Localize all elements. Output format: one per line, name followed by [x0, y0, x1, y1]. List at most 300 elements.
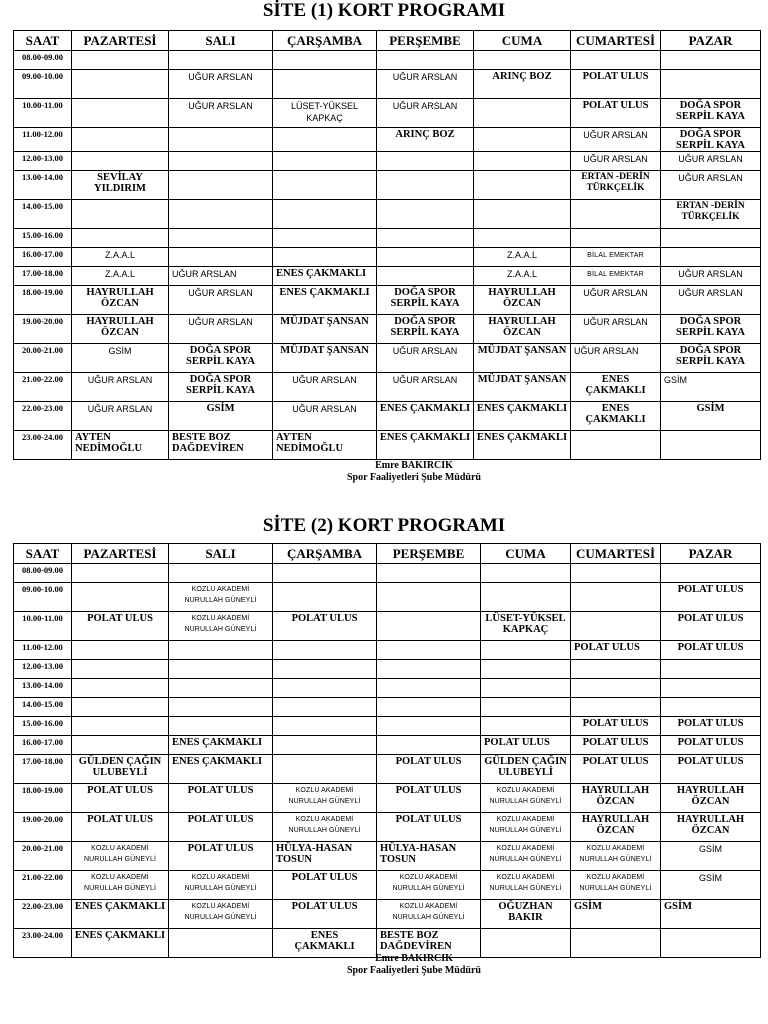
schedule-cell: [72, 813, 169, 842]
schedule-cell: [481, 813, 571, 842]
column-header: SAAT: [14, 31, 72, 51]
schedule-cell: [661, 200, 761, 229]
table-row: [14, 99, 761, 128]
booking-name: POLAT ULUS: [677, 613, 744, 624]
table-row: [14, 229, 761, 248]
schedule-cell: [169, 402, 273, 431]
booking-name: POLAT ULUS: [582, 718, 649, 729]
schedule-cell: [377, 431, 474, 460]
booking-name: POLAT ULUS: [677, 642, 744, 653]
schedule-cell: [169, 736, 273, 755]
table-row: [14, 373, 761, 402]
schedule-cell: [571, 717, 661, 736]
schedule-cell: [169, 641, 273, 660]
booking-name: NURULLAH GÜNEYLİ: [489, 827, 562, 834]
schedule-cell: [169, 717, 273, 736]
booking-name: MÜJDAT ŞANSAN: [477, 345, 567, 356]
schedule-cell: [377, 315, 474, 344]
schedule-cell: [72, 736, 169, 755]
booking-name: SERPİL KAYA: [186, 385, 255, 396]
booking-name: KOZLU AKADEMİ: [586, 874, 645, 881]
schedule-cell: [474, 248, 571, 267]
booking-name: ENES ÇAKMAKLI: [172, 737, 263, 748]
booking-name: KOZLU AKADEMİ: [295, 787, 354, 794]
booking-name: GÜLDEN ÇAĞIN: [78, 756, 162, 767]
schedule-cell: [377, 402, 474, 431]
schedule-cell: [273, 755, 377, 784]
schedule-cell: [481, 755, 571, 784]
schedule-cell: [571, 128, 661, 152]
booking-name: UĞUR ARSLAN: [583, 154, 648, 164]
booking-name: POLAT ULUS: [291, 613, 358, 624]
booking-name: ENES ÇAKMAKLI: [74, 901, 166, 912]
booking-name: GSİM: [108, 346, 132, 356]
schedule-cell: [72, 660, 169, 679]
booking-name: SERPİL KAYA: [676, 327, 745, 338]
schedule-cell: [661, 152, 761, 171]
time-slot-cell: 10.00-11.00: [14, 99, 72, 128]
table-row: [14, 152, 761, 171]
booking-name: POLAT ULUS: [582, 71, 649, 82]
schedule-cell: [169, 171, 273, 200]
schedule-cell: [474, 315, 571, 344]
booking-name: YILDIRIM: [94, 183, 146, 194]
booking-name: GSİM: [664, 901, 693, 912]
time-slot-cell: 09.00-10.00: [14, 70, 72, 99]
schedule-cell: [72, 229, 169, 248]
schedule-cell: [661, 641, 761, 660]
booking-name: UĞUR ARSLAN: [392, 375, 458, 385]
booking-name: ENES ÇAKMAKLI: [276, 268, 367, 279]
booking-name: MÜJDAT ŞANSAN: [280, 316, 369, 327]
booking-name: GSİM: [206, 403, 235, 414]
schedule-cell: [273, 641, 377, 660]
schedule-cell: [377, 679, 481, 698]
schedule-cell: [273, 248, 377, 267]
table-row: [14, 200, 761, 229]
booking-name: UĞUR ARSLAN: [188, 317, 253, 327]
booking-name: KOZLU AKADEMİ: [496, 874, 555, 881]
booking-name: GSİM: [698, 844, 722, 854]
schedule-cell: [661, 402, 761, 431]
schedule-cell: [377, 755, 481, 784]
booking-name: SERPİL KAYA: [390, 327, 460, 338]
schedule-cell: [377, 200, 474, 229]
schedule-cell: [72, 315, 169, 344]
schedule-cell: [169, 70, 273, 99]
booking-name: ERTAN -DERİN: [581, 172, 650, 182]
booking-name: ÖZCAN: [596, 796, 635, 807]
booking-name: ÇAKMAKLI: [294, 941, 355, 952]
schedule-cell: [72, 51, 169, 70]
schedule-cell: [571, 755, 661, 784]
schedule-cell: [377, 660, 481, 679]
schedule-cell: [571, 267, 661, 286]
schedule-cell: [481, 660, 571, 679]
table-row: [14, 871, 761, 900]
schedule-cell: [571, 248, 661, 267]
schedule-cell: [377, 248, 474, 267]
time-slot-cell: 08.00-09.00: [14, 51, 72, 70]
schedule-cell: [661, 51, 761, 70]
time-slot-cell: 15.00-16.00: [14, 229, 72, 248]
schedule-cell: [661, 267, 761, 286]
booking-name: UĞUR ARSLAN: [678, 173, 743, 183]
booking-name: UĞUR ARSLAN: [678, 288, 743, 298]
schedule-cell: [661, 679, 761, 698]
schedule-cell: [72, 612, 169, 641]
schedule-cell: [474, 128, 571, 152]
booking-name: POLAT ULUS: [291, 901, 358, 912]
schedule-cell: [169, 51, 273, 70]
schedule-cell: [169, 583, 273, 612]
schedule-cell: [169, 900, 273, 929]
schedule-cell: [571, 286, 661, 315]
schedule-cell: [169, 679, 273, 698]
schedule-cell: [273, 51, 377, 70]
schedule-cell: [377, 900, 481, 929]
booking-name: UĞUR ARSLAN: [583, 130, 648, 140]
booking-name: HAYRULLAH: [676, 814, 745, 825]
schedule-cell: [72, 564, 169, 583]
booking-name: UĞUR ARSLAN: [87, 404, 153, 414]
time-slot-cell: 12.00-13.00: [14, 152, 72, 171]
table-row: [14, 660, 761, 679]
table-row: [14, 900, 761, 929]
schedule-cell: [571, 784, 661, 813]
schedule-cell: [481, 900, 571, 929]
booking-name: Z.A.A.L: [506, 250, 537, 260]
booking-name: SEVİLAY: [97, 172, 143, 183]
booking-name: KOZLU AKADEMİ: [191, 586, 250, 593]
schedule-cell: [661, 70, 761, 99]
schedule-cell: [377, 229, 474, 248]
booking-name: POLAT ULUS: [582, 100, 649, 111]
booking-name: UĞUR ARSLAN: [188, 72, 253, 82]
booking-name: BİLAL EMEKTAR: [587, 271, 644, 278]
schedule-cell: [169, 431, 273, 460]
time-slot-cell: 12.00-13.00: [14, 660, 72, 679]
schedule-cell: [72, 70, 169, 99]
schedule-cell: [571, 660, 661, 679]
time-slot-cell: 16.00-17.00: [14, 248, 72, 267]
schedule-cell: [474, 431, 571, 460]
booking-name: NEDİMOĞLU: [75, 443, 143, 454]
booking-name: LÜSET-YÜKSEL KAPKAÇ: [290, 101, 359, 123]
booking-name: NEDİMOĞLU: [276, 443, 344, 454]
column-header: PERŞEMBE: [377, 31, 474, 51]
table-row: [14, 128, 761, 152]
table-row: [14, 344, 761, 373]
booking-name: DOĞA SPOR: [189, 345, 252, 356]
schedule-cell: [571, 171, 661, 200]
booking-name: ULUBEYLİ: [92, 767, 148, 778]
schedule-cell: [273, 900, 377, 929]
time-slot-cell: 10.00-11.00: [14, 612, 72, 641]
schedule-cell: [72, 755, 169, 784]
schedule-cell: [661, 229, 761, 248]
booking-name: NURULLAH GÜNEYLİ: [184, 885, 257, 892]
booking-name: UĞUR ARSLAN: [392, 346, 458, 356]
schedule-cell: [72, 679, 169, 698]
table-row: [14, 315, 761, 344]
booking-name: KAPKAÇ: [502, 624, 549, 635]
schedule-cell: [474, 171, 571, 200]
booking-name: DAĞDEVİREN: [172, 443, 244, 454]
column-header: CUMA: [474, 31, 571, 51]
signature-name: Emre BAKIRCIK: [375, 953, 453, 964]
booking-name: HÜLYA-HASAN: [380, 843, 457, 854]
schedule-cell: [273, 315, 377, 344]
schedule-cell: [481, 564, 571, 583]
table-row: [14, 842, 761, 871]
schedule-cell: [571, 344, 661, 373]
schedule-cell: [72, 99, 169, 128]
time-slot-cell: 17.00-18.00: [14, 755, 72, 784]
schedule-cell: [571, 900, 661, 929]
booking-name: HAYRULLAH: [676, 785, 745, 796]
table-row: [14, 641, 761, 660]
schedule-cell: [377, 698, 481, 717]
schedule-cell: [273, 612, 377, 641]
schedule-cell: [273, 813, 377, 842]
schedule-cell: [169, 267, 273, 286]
schedule-cell: [169, 612, 273, 641]
booking-name: POLAT ULUS: [395, 785, 462, 796]
schedule-cell: [661, 871, 761, 900]
schedule-cell: [474, 229, 571, 248]
column-header: ÇARŞAMBA: [273, 31, 377, 51]
schedule-cell: [273, 99, 377, 128]
schedule-cell: [377, 842, 481, 871]
booking-name: KOZLU AKADEMİ: [295, 816, 354, 823]
schedule-cell: [481, 717, 571, 736]
column-header: SAAT: [14, 544, 72, 564]
booking-name: ENES ÇAKMAKLI: [476, 403, 568, 414]
booking-name: KOZLU AKADEMİ: [191, 615, 250, 622]
schedule-cell: [571, 641, 661, 660]
schedule-cell: [377, 784, 481, 813]
schedule-cell: [571, 871, 661, 900]
schedule-cell: [72, 784, 169, 813]
booking-name: KOZLU AKADEMİ: [191, 903, 250, 910]
schedule-cell: [571, 612, 661, 641]
site2-schedule-table: [13, 543, 761, 958]
booking-name: POLAT ULUS: [677, 737, 744, 748]
table-row: [14, 267, 761, 286]
table-row: [14, 583, 761, 612]
booking-name: ÖZCAN: [691, 825, 730, 836]
schedule-cell: [72, 128, 169, 152]
booking-name: ARINÇ BOZ: [395, 129, 455, 140]
schedule-cell: [481, 736, 571, 755]
schedule-cell: [474, 51, 571, 70]
booking-name: HAYRULLAH: [581, 785, 650, 796]
booking-name: POLAT ULUS: [187, 843, 254, 854]
table-row: [14, 51, 761, 70]
schedule-cell: [481, 698, 571, 717]
booking-name: OĞUZHAN: [498, 901, 553, 912]
schedule-cell: [377, 717, 481, 736]
booking-name: AYTEN: [75, 432, 111, 443]
table-row: [14, 612, 761, 641]
schedule-cell: [481, 679, 571, 698]
booking-name: POLAT ULUS: [574, 642, 640, 653]
site2-title: SİTE (2) KORT PROGRAMI: [262, 515, 506, 536]
table-row: [14, 564, 761, 583]
booking-name: HAYRULLAH: [86, 287, 154, 298]
schedule-cell: [273, 267, 377, 286]
schedule-cell: [661, 315, 761, 344]
booking-name: ENES ÇAKMAKLI: [279, 287, 370, 298]
booking-name: SERPİL KAYA: [186, 356, 255, 367]
time-slot-cell: 13.00-14.00: [14, 171, 72, 200]
schedule-cell: [169, 286, 273, 315]
booking-name: GSİM: [696, 403, 725, 414]
schedule-cell: [474, 152, 571, 171]
booking-name: DAĞDEVİREN: [380, 941, 452, 952]
booking-name: UĞUR ARSLAN: [574, 346, 639, 356]
booking-name: POLAT ULUS: [395, 756, 462, 767]
booking-name: POLAT ULUS: [187, 814, 254, 825]
schedule-cell: [72, 698, 169, 717]
time-slot-cell: 23.00-24.00: [14, 431, 72, 460]
booking-name: NURULLAH GÜNEYLİ: [579, 856, 652, 863]
schedule-cell: [571, 152, 661, 171]
booking-name: HAYRULLAH: [488, 287, 556, 298]
booking-name: NURULLAH GÜNEYLİ: [184, 626, 257, 633]
table-row: [14, 402, 761, 431]
schedule-cell: [571, 564, 661, 583]
booking-name: GSİM: [574, 901, 603, 912]
table-row: [14, 431, 761, 460]
schedule-cell: [571, 70, 661, 99]
schedule-cell: [571, 99, 661, 128]
time-slot-cell: 14.00-15.00: [14, 200, 72, 229]
booking-name: NURULLAH GÜNEYLİ: [489, 798, 562, 805]
booking-name: ERTAN -DERİN: [676, 201, 745, 211]
column-header: ÇARŞAMBA: [273, 544, 377, 564]
booking-name: KOZLU AKADEMİ: [496, 845, 555, 852]
schedule-cell: [661, 736, 761, 755]
schedule-cell: [377, 564, 481, 583]
schedule-cell: [169, 660, 273, 679]
booking-name: KOZLU AKADEMİ: [91, 845, 149, 852]
schedule-cell: [661, 784, 761, 813]
booking-name: NURULLAH GÜNEYLİ: [83, 885, 156, 892]
schedule-cell: [72, 842, 169, 871]
table-row: [14, 813, 761, 842]
schedule-cell: [661, 583, 761, 612]
schedule-cell: [661, 128, 761, 152]
schedule-cell: [169, 871, 273, 900]
booking-name: KOZLU AKADEMİ: [496, 787, 555, 794]
booking-name: UĞUR ARSLAN: [188, 101, 253, 111]
time-slot-cell: 19.00-20.00: [14, 813, 72, 842]
table-row: [14, 736, 761, 755]
time-slot-cell: 20.00-21.00: [14, 344, 72, 373]
schedule-cell: [72, 286, 169, 315]
schedule-cell: [377, 286, 474, 315]
booking-name: HAYRULLAH: [488, 316, 556, 327]
schedule-cell: [169, 229, 273, 248]
booking-name: DOĞA SPOR: [394, 287, 456, 298]
booking-name: BAKIR: [508, 912, 543, 923]
booking-name: NURULLAH GÜNEYLİ: [184, 914, 257, 921]
schedule-cell: [273, 70, 377, 99]
booking-name: Z.A.A.L: [104, 250, 135, 260]
schedule-cell: [169, 698, 273, 717]
booking-name: DOĞA SPOR: [189, 374, 252, 385]
table-row: [14, 70, 761, 99]
booking-name: ENES ÇAKMAKLI: [379, 403, 471, 414]
schedule-cell: [571, 200, 661, 229]
schedule-cell: [273, 402, 377, 431]
booking-name: UĞUR ARSLAN: [188, 288, 253, 298]
schedule-cell: [72, 267, 169, 286]
booking-name: NURULLAH GÜNEYLİ: [288, 827, 361, 834]
schedule-cell: [169, 755, 273, 784]
schedule-cell: [273, 784, 377, 813]
booking-name: TOSUN: [380, 854, 416, 865]
booking-name: NURULLAH GÜNEYLİ: [392, 885, 465, 892]
table-row: [14, 784, 761, 813]
booking-name: ÇAKMAKLI: [585, 385, 646, 396]
time-slot-cell: 18.00-19.00: [14, 286, 72, 315]
schedule-cell: [481, 842, 571, 871]
booking-name: DOĞA SPOR: [679, 345, 742, 356]
column-header: PAZAR: [661, 31, 761, 51]
schedule-cell: [72, 344, 169, 373]
booking-name: SERPİL KAYA: [676, 356, 745, 367]
booking-name: AYTEN: [276, 432, 312, 443]
booking-name: SERPİL KAYA: [390, 298, 460, 309]
booking-name: NURULLAH GÜNEYLİ: [392, 914, 465, 921]
signature-title: Spor Faaliyetleri Şube Müdürü: [347, 965, 481, 976]
booking-name: BESTE BOZ: [172, 432, 231, 443]
schedule-cell: [661, 564, 761, 583]
booking-name: GÜLDEN ÇAĞIN: [484, 756, 567, 767]
schedule-cell: [481, 641, 571, 660]
booking-name: DOĞA SPOR: [394, 316, 456, 327]
schedule-cell: [72, 900, 169, 929]
time-slot-cell: 15.00-16.00: [14, 717, 72, 736]
booking-name: POLAT ULUS: [87, 613, 153, 624]
booking-name: UĞUR ARSLAN: [678, 154, 743, 164]
booking-name: ÖZCAN: [101, 327, 139, 338]
booking-name: MÜJDAT ŞANSAN: [280, 345, 369, 356]
booking-name: UĞUR ARSLAN: [583, 288, 648, 298]
booking-name: HÜLYA-HASAN: [276, 843, 353, 854]
schedule-cell: [661, 373, 761, 402]
booking-name: ÖZCAN: [503, 327, 541, 338]
booking-name: KOZLU AKADEMİ: [399, 903, 458, 910]
booking-name: ENES: [601, 403, 630, 414]
booking-name: POLAT ULUS: [582, 737, 649, 748]
schedule-cell: [571, 51, 661, 70]
column-header: PAZARTESİ: [72, 31, 169, 51]
schedule-cell: [571, 315, 661, 344]
schedule-cell: [661, 698, 761, 717]
schedule-cell: [72, 248, 169, 267]
schedule-cell: [661, 99, 761, 128]
booking-name: POLAT ULUS: [87, 814, 153, 825]
booking-name: POLAT ULUS: [677, 718, 744, 729]
schedule-cell: [72, 200, 169, 229]
booking-name: HAYRULLAH: [86, 316, 154, 327]
booking-name: GSİM: [664, 375, 688, 385]
time-slot-cell: 20.00-21.00: [14, 842, 72, 871]
